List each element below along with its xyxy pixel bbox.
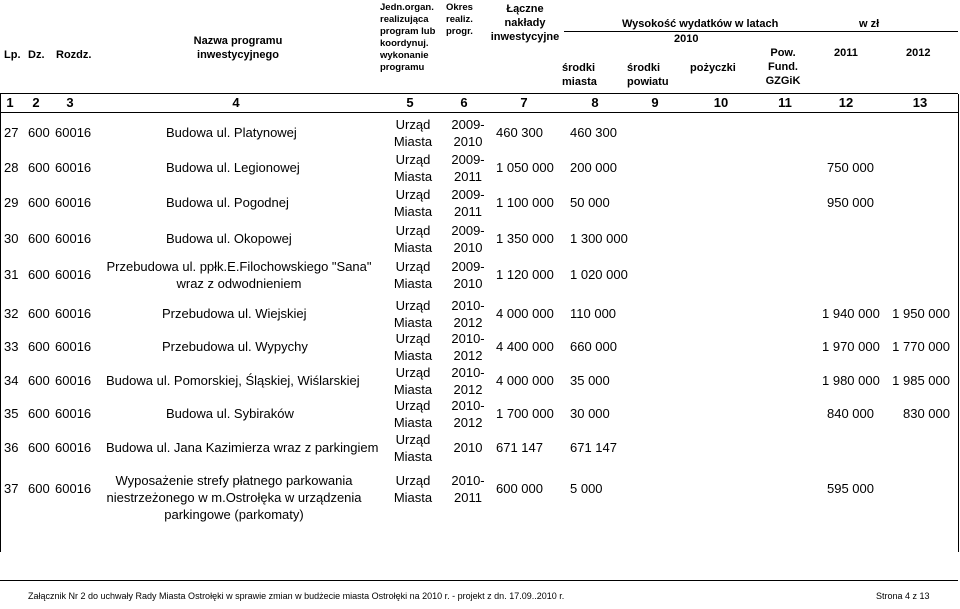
header-srodki-miasta: środki miasta bbox=[562, 62, 597, 88]
row-2012: 1 950 000 bbox=[892, 306, 950, 321]
row-period bbox=[446, 364, 490, 398]
row-dz: 600 bbox=[28, 373, 50, 388]
row-unit bbox=[385, 364, 441, 398]
column-number: 4 bbox=[232, 95, 240, 110]
row-period-line: 2011 bbox=[454, 204, 482, 219]
row-unit-line: Urząd bbox=[395, 117, 431, 132]
header-year-2012: 2012 bbox=[906, 47, 931, 59]
row-unit-line: Urząd bbox=[395, 259, 431, 274]
row-period-line: 2010- bbox=[451, 365, 485, 380]
row-dz: 600 bbox=[28, 125, 50, 140]
row-2011: 595 000 bbox=[827, 481, 874, 496]
column-number: 6 bbox=[460, 95, 468, 110]
row-unit-line: Miasta bbox=[393, 169, 433, 184]
row-lp: 30 bbox=[4, 231, 19, 246]
row-miasta: 1 300 000 bbox=[570, 231, 628, 246]
header-wysokosc: Wysokość wydatków w latach bbox=[622, 18, 779, 30]
row-period bbox=[446, 472, 490, 506]
row-period-line: 2009- bbox=[451, 117, 485, 132]
row-lp: 28 bbox=[4, 160, 19, 175]
row-period-line: 2009- bbox=[451, 259, 485, 274]
row-dz: 600 bbox=[28, 406, 50, 421]
row-total: 460 300 bbox=[496, 125, 543, 140]
row-period bbox=[446, 439, 490, 456]
row-unit bbox=[385, 297, 441, 331]
row-period bbox=[446, 186, 490, 220]
row-period-line: 2010 bbox=[453, 134, 483, 149]
row-period-line: 2012 bbox=[453, 315, 483, 330]
column-number: 10 bbox=[713, 95, 729, 110]
row-dz: 600 bbox=[28, 481, 50, 496]
row-rozdz: 60016 bbox=[55, 125, 92, 140]
column-number: 13 bbox=[912, 95, 928, 110]
row-period bbox=[446, 258, 490, 292]
row-lp: 33 bbox=[4, 339, 19, 354]
row-period-line: 2010 bbox=[453, 440, 483, 455]
row-dz: 600 bbox=[28, 195, 50, 210]
page-number: Strona 4 z 13 bbox=[876, 591, 930, 601]
row-miasta: 5 000 bbox=[570, 481, 603, 496]
row-unit-line: Miasta bbox=[393, 204, 433, 219]
row-unit bbox=[385, 472, 441, 506]
row-unit-line: Miasta bbox=[393, 134, 433, 149]
row-unit-line: Urząd bbox=[395, 223, 431, 238]
row-total: 600 000 bbox=[496, 481, 543, 496]
row-unit-line: Urząd bbox=[395, 187, 431, 202]
column-number: 11 bbox=[778, 95, 792, 110]
row-name: Budowa ul. Pomorskiej, Śląskiej, Wiślarskiej bbox=[106, 373, 360, 388]
row-period bbox=[446, 330, 490, 364]
row-name: Przebudowa ul. Wiejskiej bbox=[162, 306, 307, 321]
row-rozdz: 60016 bbox=[55, 481, 92, 496]
row-name: Budowa ul. Legionowej bbox=[166, 160, 300, 175]
row-unit-line: Urząd bbox=[395, 432, 431, 447]
header-pow-fund-gzgik: Pow. Fund. GZGiK bbox=[765, 47, 801, 87]
row-dz: 600 bbox=[28, 231, 50, 246]
column-number: 12 bbox=[838, 95, 854, 110]
row-lp: 27 bbox=[4, 125, 19, 140]
row-period-line: 2010- bbox=[451, 473, 485, 488]
column-number: 5 bbox=[406, 95, 414, 110]
row-period bbox=[446, 397, 490, 431]
row-period-line: 2010- bbox=[451, 398, 485, 413]
row-total: 4 000 000 bbox=[496, 306, 554, 321]
row-miasta: 35 000 bbox=[570, 373, 610, 388]
row-total: 1 050 000 bbox=[496, 160, 554, 175]
row-name: Przebudowa ul. ppłk.E.Filochowskiego "Sana" wraz z odwodnieniem bbox=[106, 259, 372, 291]
row-miasta: 460 300 bbox=[570, 125, 617, 140]
row-period-line: 2009- bbox=[451, 187, 485, 202]
row-period-line: 2009- bbox=[451, 223, 485, 238]
row-unit-line: Urząd bbox=[395, 298, 431, 313]
row-2011: 1 940 000 bbox=[822, 306, 880, 321]
row-miasta: 671 147 bbox=[570, 440, 617, 455]
row-total: 671 147 bbox=[496, 440, 543, 455]
header-jednostka: Jedn.organ. realizująca program lub koordynuj. wykonanie programu bbox=[380, 2, 436, 73]
row-rozdz: 60016 bbox=[55, 406, 92, 421]
row-rozdz: 60016 bbox=[55, 195, 92, 210]
row-lp: 36 bbox=[4, 440, 19, 455]
row-2012: 830 000 bbox=[903, 406, 950, 421]
header-nazwa: Nazwa programu inwestycyjnego bbox=[193, 35, 283, 61]
row-2012: 1 985 000 bbox=[892, 373, 950, 388]
row-unit bbox=[385, 222, 441, 256]
row-rozdz: 60016 bbox=[55, 306, 92, 321]
row-lp: 35 bbox=[4, 406, 19, 421]
row-unit bbox=[385, 397, 441, 431]
row-dz: 600 bbox=[28, 339, 50, 354]
row-name: Budowa ul. Pogodnej bbox=[166, 195, 289, 210]
row-unit-line: Miasta bbox=[393, 382, 433, 397]
row-name: Budowa ul. Okopowej bbox=[166, 231, 292, 246]
row-2011: 950 000 bbox=[827, 195, 874, 210]
row-unit bbox=[385, 330, 441, 364]
row-period-line: 2012 bbox=[453, 348, 483, 363]
row-period-line: 2012 bbox=[453, 382, 483, 397]
row-unit bbox=[385, 116, 441, 150]
row-2011: 750 000 bbox=[827, 160, 874, 175]
column-numbers-row bbox=[0, 94, 960, 112]
column-number: 2 bbox=[32, 95, 40, 110]
row-dz: 600 bbox=[28, 267, 50, 282]
row-period bbox=[446, 222, 490, 256]
table-rule bbox=[958, 94, 959, 552]
row-lp: 31 bbox=[4, 267, 19, 282]
row-dz: 600 bbox=[28, 306, 50, 321]
footer-rule bbox=[0, 580, 958, 581]
header-wzl: w zł bbox=[859, 18, 880, 30]
row-lp: 37 bbox=[4, 481, 19, 496]
row-unit-line: Miasta bbox=[393, 449, 433, 464]
row-period-line: 2011 bbox=[454, 490, 482, 505]
row-miasta: 660 000 bbox=[570, 339, 617, 354]
row-dz: 600 bbox=[28, 160, 50, 175]
header-year-2010: 2010 bbox=[674, 33, 699, 45]
row-2011: 840 000 bbox=[827, 406, 874, 421]
row-rozdz: 60016 bbox=[55, 160, 92, 175]
row-unit bbox=[385, 431, 441, 465]
row-lp: 32 bbox=[4, 306, 19, 321]
row-unit bbox=[385, 186, 441, 220]
row-total: 4 000 000 bbox=[496, 373, 554, 388]
row-name: Budowa ul. Platynowej bbox=[166, 125, 297, 140]
table-rule bbox=[0, 94, 1, 552]
row-unit-line: Miasta bbox=[393, 415, 433, 430]
row-unit-line: Urząd bbox=[395, 365, 431, 380]
row-name: Przebudowa ul. Wypychy bbox=[162, 339, 308, 354]
column-number: 8 bbox=[591, 95, 599, 110]
row-period-line: 2011 bbox=[454, 169, 482, 184]
row-total: 4 400 000 bbox=[496, 339, 554, 354]
header-rule bbox=[564, 31, 958, 32]
row-2011: 1 970 000 bbox=[822, 339, 880, 354]
footer-caption: Załącznik Nr 2 do uchwały Rady Miasta Ostrołęki w sprawie zmian w budżecie miasta Ostrołęki na 2010 r. - projekt z dn. 17.09..2010 r. bbox=[28, 591, 565, 601]
row-unit bbox=[385, 151, 441, 185]
row-period-line: 2010- bbox=[451, 331, 485, 346]
row-rozdz: 60016 bbox=[55, 339, 92, 354]
row-name: Budowa ul. Sybiraków bbox=[166, 406, 294, 421]
header-lp: Lp. bbox=[4, 49, 21, 61]
row-period bbox=[446, 151, 490, 185]
row-unit bbox=[385, 258, 441, 292]
row-name: Budowa ul. Jana Kazimierza wraz z parkingiem bbox=[106, 440, 379, 455]
header-laczne-naklady: Łączne nakłady inwestycyjne bbox=[490, 3, 560, 43]
row-period-line: 2012 bbox=[453, 415, 483, 430]
row-miasta: 110 000 bbox=[570, 306, 617, 321]
row-miasta: 200 000 bbox=[570, 160, 617, 175]
row-2011: 1 980 000 bbox=[822, 373, 880, 388]
row-rozdz: 60016 bbox=[55, 267, 92, 282]
row-unit-line: Miasta bbox=[393, 490, 433, 505]
row-miasta: 50 000 bbox=[570, 195, 610, 210]
row-unit-line: Urząd bbox=[395, 473, 431, 488]
row-unit-line: Miasta bbox=[393, 276, 433, 291]
header-rule bbox=[0, 112, 958, 113]
row-lp: 29 bbox=[4, 195, 19, 210]
row-lp: 34 bbox=[4, 373, 19, 388]
header-year-2011: 2011 bbox=[834, 47, 858, 59]
header-pozyczki: pożyczki bbox=[690, 62, 736, 74]
row-unit-line: Miasta bbox=[393, 348, 433, 363]
column-number: 9 bbox=[651, 95, 659, 110]
row-rozdz: 60016 bbox=[55, 231, 92, 246]
row-unit-line: Miasta bbox=[393, 240, 433, 255]
row-unit-line: Urząd bbox=[395, 398, 431, 413]
header-srodki-powiatu: środki powiatu bbox=[627, 62, 669, 88]
header-rozdz: Rozdz. bbox=[56, 49, 92, 61]
row-total: 1 120 000 bbox=[496, 267, 554, 282]
column-number: 3 bbox=[66, 95, 74, 110]
row-total: 1 350 000 bbox=[496, 231, 554, 246]
row-miasta: 1 020 000 bbox=[570, 267, 628, 282]
header-dz: Dz. bbox=[28, 49, 45, 61]
row-dz: 600 bbox=[28, 440, 50, 455]
row-period-line: 2009- bbox=[451, 152, 485, 167]
row-2012: 1 770 000 bbox=[892, 339, 950, 354]
row-total: 1 700 000 bbox=[496, 406, 554, 421]
header-okres: Okres realiz. progr. bbox=[446, 2, 473, 37]
row-rozdz: 60016 bbox=[55, 440, 92, 455]
row-total: 1 100 000 bbox=[496, 195, 554, 210]
row-miasta: 30 000 bbox=[570, 406, 610, 421]
row-period bbox=[446, 297, 490, 331]
row-unit-line: Urząd bbox=[395, 152, 431, 167]
row-name: Wyposażenie strefy płatnego parkowania niestrzeżonego w m.Ostrołęka w urządzenia parkingowe (parkomaty) bbox=[106, 473, 362, 522]
row-unit-line: Miasta bbox=[393, 315, 433, 330]
row-period-line: 2010 bbox=[453, 240, 483, 255]
row-unit-line: Urząd bbox=[395, 331, 431, 346]
row-period-line: 2010- bbox=[451, 298, 485, 313]
column-number: 1 bbox=[6, 95, 14, 110]
row-period-line: 2010 bbox=[453, 276, 483, 291]
row-period bbox=[446, 116, 490, 150]
column-number: 7 bbox=[520, 95, 528, 110]
row-rozdz: 60016 bbox=[55, 373, 92, 388]
